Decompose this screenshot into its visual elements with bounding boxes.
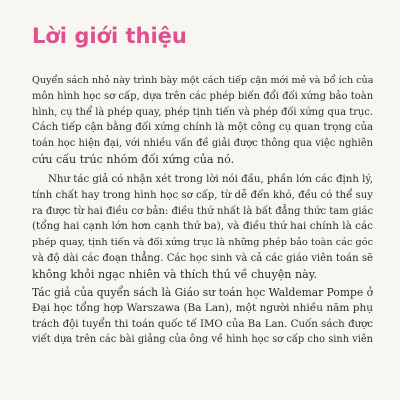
text-line: (tổng hai cạnh lớn hơn cạnh thứ ba), và điều thứ hai chính là các <box>32 220 373 233</box>
text-line: Như tác giả có nhận xét trong lời nói đầu, phần lớn các định lý, <box>48 174 373 185</box>
text-line: tính chất hay trong hình học sơ cấp, từ dễ đến khó, đều có thể suy <box>32 189 373 201</box>
text-line: ra được từ hai điều cơ bản: điều thứ nhất là bất đẳng thức tam giác <box>32 205 373 217</box>
text-line: không khỏi ngạc nhiên và thích thú về chuyện này. <box>32 267 318 281</box>
text-line: và độ dài các đoạn thẳng. Các học sinh và cả các giáo viên toán sẽ <box>32 252 373 264</box>
text-line: môn hình học sơ cấp, dựa trên các phép biến đổi đối xứng bảo toàn <box>32 90 373 102</box>
text-line: Quyển sách nhỏ này trình bày một cách tiếp cận mới mẻ và bổ ích của <box>32 75 373 86</box>
text-line: trách đội tuyển thi toán quốc tế IMO của Ba Lan. Cuốn sách được <box>32 318 373 330</box>
text-line: Cách tiếp cận bằng đối xứng chính là một công cụ quan trọng của <box>32 122 373 134</box>
text-line: cứu cấu trúc nhóm đối xứng của nó. <box>32 152 235 166</box>
paragraph-3 <box>32 285 373 348</box>
text-line: Đại học tổng hợp Warszawa (Ba Lan), một người nhiều năm phụ <box>32 301 373 314</box>
text-line: hình, cụ thể là phép quay, phép tịnh tiến và phép đối xứng qua trục. <box>32 106 373 118</box>
paragraph-2 <box>32 172 373 283</box>
text-line: phép quay, tịnh tiến và đối xứng trục là những phép bảo toàn các góc <box>32 237 373 249</box>
text-line: viết dựa trên các bài giảng của ông về hình học sơ cấp cho sinh viên <box>32 334 373 346</box>
section-title: Lời giới thiệu <box>32 24 187 48</box>
paragraph-1 <box>32 73 373 168</box>
text-line: Tác giả của quyển sách là Giáo sư toán học Waldemar Pompe ở <box>32 286 373 299</box>
text-line: toán học hiện đại, với nhiều vấn đề giải được thông qua việc nghiên <box>32 138 373 150</box>
